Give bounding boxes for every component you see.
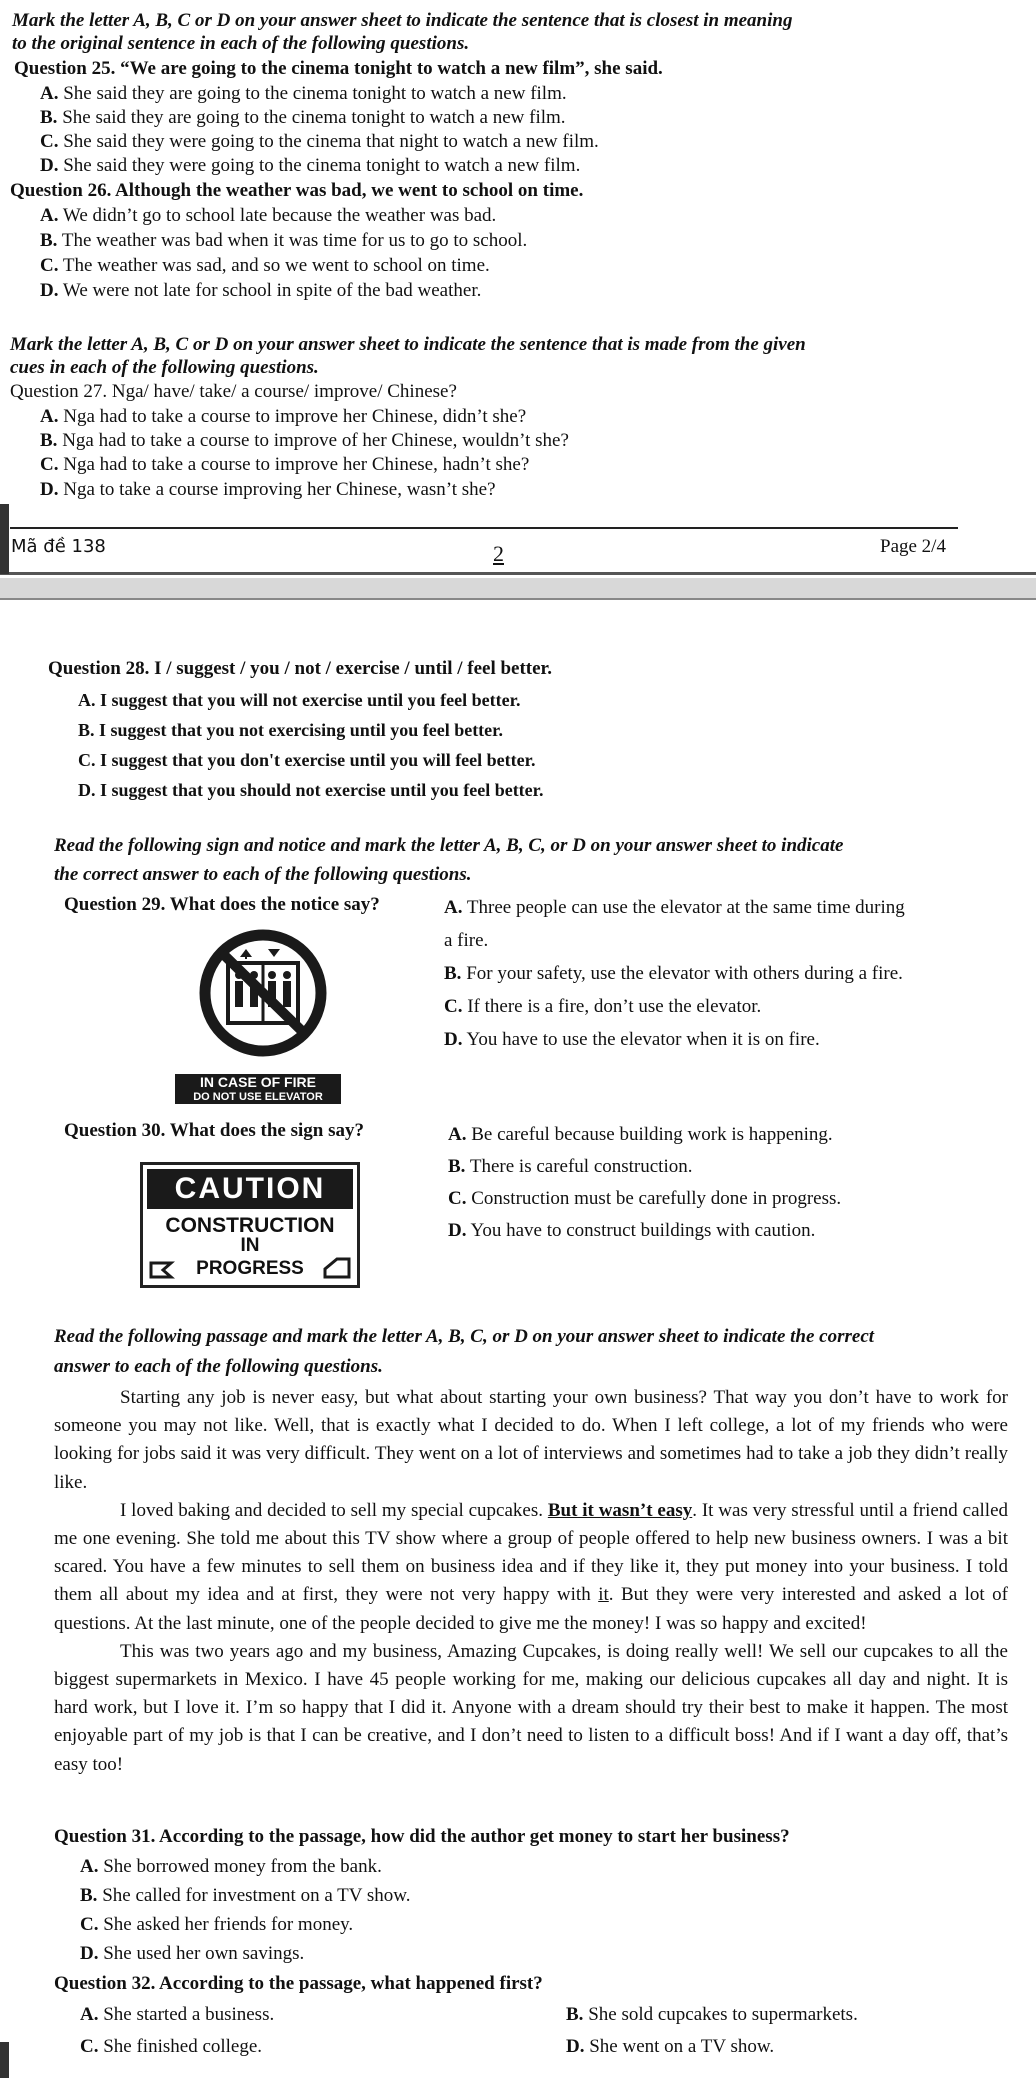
option-32a: A. She started a business. (80, 2004, 275, 2025)
option-29b: B. For your safety, use the elevator with others during a fire. (444, 963, 903, 984)
caution-line: CONSTRUCTION (165, 1214, 335, 1237)
instruction-line: to the original sentence in each of the following questions. (12, 33, 470, 54)
passage-paragraph: This was two years ago and my business, Amazing Cupcakes, is doing really well! We sell our cupcakes to all the biggest supermarkets in Mexico. I have 45 people working for me, making our delicious cupcakes all day and night. It is hard work, but I love it. I’m so happy that I did it. Anyone with a dream should try their best to make it happen. The most enjoyable part of my job is that I can be creative, and I don’t need to listen to a difficult boss! And if I want a day off, that’s easy too! (54, 1640, 1008, 1775)
instruction-line: the correct answer to each of the following questions. (54, 864, 472, 885)
option-31d: D. She used her own savings. (80, 1943, 305, 1964)
option-26a: A. We didn’t go to school late because the weather was bad. (40, 205, 497, 226)
question-30: Question 30. What does the sign say? (64, 1120, 365, 1141)
instruction-line: Read the following sign and notice and mark the letter A, B, C, or D on your answer sheet to indicate (54, 835, 844, 856)
option-26b: B. The weather was bad when it was time for us to go to school. (40, 230, 528, 251)
option-28d: D. I suggest that you should not exercise until you feel better. (78, 780, 544, 800)
option-29a: A. Three people can use the elevator at the same time during (444, 897, 905, 918)
margin-bar (0, 2042, 9, 2078)
question-27: Question 27. Nga/ have/ take/ a course/ improve/ Chinese? (10, 381, 457, 402)
option-30b: B. There is careful construction. (448, 1156, 693, 1177)
option-25d: D. She said they were going to the cinema tonight to watch a new film. (40, 155, 581, 176)
option-30d: D. You have to construct buildings with caution. (448, 1220, 816, 1241)
instruction-line: cues in each of the following questions. (10, 357, 319, 378)
option-29d: D. You have to use the elevator when it is on fire. (444, 1029, 820, 1050)
page-gap (0, 578, 1036, 600)
option-28c: C. I suggest that you don't exercise until you will feel better. (78, 750, 536, 770)
exam-page-2 (0, 602, 1036, 2078)
passage-paragraph: Starting any job is never easy, but what about starting your own business? That way you don’t have to work for someone you may not like. Well, that is exactly what I decided to do. When I left college, a lot of my friends who were looking for jobs said it was very difficult. They went on a lot of interviews and sometimes had to take a job they didn’t really like. (54, 1387, 1008, 1493)
option-28b: B. I suggest that you not exercising until you feel better. (78, 720, 504, 740)
option-27c: C. Nga had to take a course to improve her Chinese, hadn’t she? (40, 454, 530, 475)
exam-page-1 (0, 0, 1036, 575)
no-elevator-sign-icon (178, 927, 348, 1059)
caution-sign (140, 1162, 360, 1288)
option-26d: D. We were not late for school in spite of the bad weather. (40, 280, 482, 301)
reading-passage (54, 1384, 1008, 1779)
question-31: Question 31. According to the passage, how did the author get money to start her business? (54, 1826, 790, 1847)
underlined-word: it (598, 1584, 609, 1606)
option-29c: C. If there is a fire, don’t use the elevator. (444, 996, 762, 1017)
option-29a-cont: a fire. (444, 930, 489, 951)
passage-paragraph: I loved baking and decided to sell my special cupcakes. But it wasn’t easy. It was very stressful until a friend called me one evening. She told me about this TV show where a group of people offered to help new business owners. I was a bit scared. You have a few minutes to sell them on business idea and if they like it, they put money into your business. I told them all about my idea and at first, they were not very happy with it. But they were very interested and asked a lot of questions. At the last minute, one of the people decided to give me the money! I was so happy and excited! (54, 1499, 1009, 1634)
question-32: Question 32. According to the passage, what happened first? (54, 1973, 543, 1994)
arrow-left-icon (149, 1259, 175, 1281)
option-27a: A. Nga had to take a course to improve her Chinese, didn’t she? (40, 406, 527, 427)
instruction-line: Mark the letter A, B, C or D on your answer sheet to indicate the sentence that is made from the given (10, 334, 806, 355)
instruction-line: Mark the letter A, B, C or D on your answer sheet to indicate the sentence that is closest in meaning (12, 10, 793, 31)
margin-bar (0, 504, 9, 574)
caution-line: PROGRESS (196, 1258, 304, 1279)
question-28: Question 28. I / suggest / you / not / exercise / until / feel better. (48, 658, 553, 679)
option-31a: A. She borrowed money from the bank. (80, 1856, 382, 1877)
option-27b: B. Nga had to take a course to improve of her Chinese, wouldn’t she? (40, 430, 569, 451)
footer-rule (10, 527, 958, 529)
caution-line: IN (240, 1235, 260, 1256)
sign-text-line: IN CASE OF FIRE (175, 1074, 341, 1090)
question-29: Question 29. What does the notice say? (64, 894, 380, 915)
page-number: 2 (493, 541, 504, 566)
option-30a: A. Be careful because building work is happening. (448, 1124, 833, 1145)
option-32c: C. She finished college. (80, 2036, 263, 2057)
option-31c: C. She asked her friends for money. (80, 1914, 354, 1935)
sign-text-line: DO NOT USE ELEVATOR (175, 1090, 341, 1104)
option-27d: D. Nga to take a course improving her Chinese, wasn’t she? (40, 479, 496, 500)
option-25a: A. She said they are going to the cinema tonight to watch a new film. (40, 83, 567, 104)
exam-code: Mã đề 138 (11, 536, 106, 557)
caution-heading: CAUTION (147, 1169, 353, 1209)
option-25c: C. She said they were going to the cinema that night to watch a new film. (40, 131, 599, 152)
instruction-line: Read the following passage and mark the letter A, B, C, or D on your answer sheet to indicate the correct (54, 1326, 875, 1347)
option-28a: A. I suggest that you will not exercise until you feel better. (78, 690, 521, 710)
question-26: Question 26. Although the weather was bad, we went to school on time. (10, 180, 584, 201)
option-26c: C. The weather was sad, and so we went to school on time. (40, 255, 490, 276)
option-25b: B. She said they are going to the cinema tonight to watch a new film. (40, 107, 566, 128)
arrow-right-icon (321, 1255, 351, 1281)
option-32d: D. She went on a TV show. (566, 2036, 775, 2057)
page-label: Page 2/4 (880, 536, 946, 557)
option-30c: C. Construction must be carefully done in progress. (448, 1188, 842, 1209)
instruction-line: answer to each of the following questions. (54, 1356, 383, 1377)
option-31b: B. She called for investment on a TV show. (80, 1885, 411, 1906)
question-25: Question 25. “We are going to the cinema tonight to watch a new film”, she said. (14, 58, 663, 79)
underlined-phrase: But it wasn’t easy (547, 1499, 693, 1521)
option-32b: B. She sold cupcakes to supermarkets. (566, 2004, 858, 2025)
